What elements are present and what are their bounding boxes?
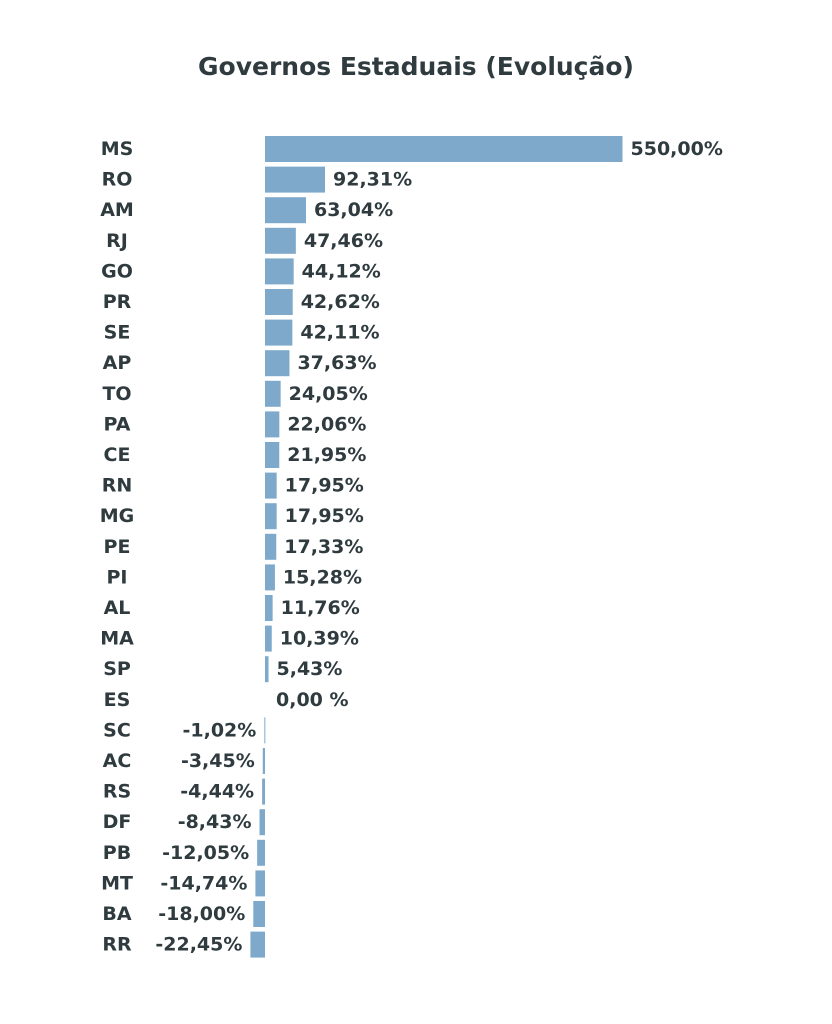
- bar-sp: [265, 656, 269, 682]
- category-label-rn: RN: [101, 474, 133, 497]
- category-label-rs: RS: [102, 780, 132, 803]
- bar-ac: [263, 748, 265, 774]
- value-label-go: 44,12%: [301, 260, 381, 283]
- category-label-mt: MT: [101, 872, 133, 895]
- bar-mg: [265, 503, 277, 529]
- value-label-ro: 92,31%: [333, 168, 413, 191]
- value-label-ms: 550,00%: [630, 138, 723, 160]
- bar-pr: [265, 289, 293, 315]
- category-label-ro: RO: [101, 168, 133, 191]
- category-label-se: SE: [103, 321, 131, 344]
- value-label-ac: -3,45%: [180, 750, 255, 772]
- bar-ma: [265, 626, 272, 652]
- bar-rj: [265, 228, 296, 254]
- category-label-pe: PE: [103, 535, 131, 558]
- bar-ap: [265, 350, 289, 376]
- value-label-ap: 37,63%: [297, 352, 377, 375]
- value-label-sc: -1,02%: [182, 719, 257, 742]
- category-label-ce: CE: [103, 444, 131, 466]
- value-label-am: 63,04%: [313, 199, 394, 222]
- value-label-ma: 10,39%: [279, 627, 359, 650]
- category-label-rj: RJ: [106, 229, 128, 252]
- bar-ce: [265, 442, 279, 468]
- category-label-pb: PB: [102, 841, 132, 864]
- category-label-sp: SP: [103, 658, 131, 681]
- value-label-ba: -18,00%: [158, 903, 246, 925]
- category-label-am: AM: [100, 199, 134, 222]
- value-label-rn: 17,95%: [284, 474, 364, 497]
- bar-mt: [255, 870, 265, 896]
- bar-am: [265, 197, 306, 223]
- value-label-mg: 17,95%: [284, 505, 364, 528]
- category-label-to: TO: [102, 382, 132, 405]
- value-label-al: 11,76%: [280, 597, 360, 619]
- value-label-pr: 42,62%: [300, 291, 380, 313]
- value-label-mt: -14,74%: [160, 872, 248, 895]
- bar-sc: [264, 717, 265, 743]
- value-label-pa: 22,06%: [287, 413, 367, 436]
- value-label-pb: -12,05%: [162, 841, 250, 864]
- category-label-al: AL: [103, 597, 131, 619]
- bar-pa: [265, 411, 279, 437]
- bar-df: [260, 809, 265, 835]
- bar-ms: [265, 136, 623, 162]
- category-label-df: DF: [102, 811, 132, 834]
- bar-rn: [265, 473, 277, 499]
- category-label-ap: AP: [102, 352, 132, 375]
- value-label-pi: 15,28%: [282, 566, 363, 589]
- value-label-ce: 21,95%: [287, 444, 367, 466]
- bar-ro: [265, 167, 325, 193]
- value-label-to: 24,05%: [288, 382, 368, 405]
- value-label-rs: -4,44%: [180, 780, 255, 803]
- category-label-pa: PA: [103, 413, 131, 436]
- value-label-es: 0,00 %: [276, 688, 349, 711]
- value-label-rr: -22,45%: [155, 933, 243, 956]
- bar-go: [265, 258, 294, 284]
- bar-to: [265, 381, 281, 407]
- value-label-pe: 17,33%: [284, 535, 364, 558]
- category-label-pr: PR: [102, 291, 132, 313]
- value-label-rj: 47,46%: [303, 229, 383, 252]
- category-label-sc: SC: [103, 719, 131, 742]
- value-label-df: -8,43%: [177, 811, 252, 834]
- category-label-ba: BA: [102, 903, 132, 925]
- value-label-se: 42,11%: [300, 321, 380, 344]
- value-label-sp: 5,43%: [276, 658, 343, 681]
- category-label-ac: AC: [102, 750, 132, 772]
- bar-pi: [265, 564, 275, 590]
- bar-pb: [257, 840, 265, 866]
- bar-al: [265, 595, 273, 621]
- bar-rs: [262, 779, 265, 805]
- category-label-es: ES: [103, 688, 131, 711]
- category-label-pi: PI: [106, 566, 128, 589]
- category-label-rr: RR: [102, 933, 132, 956]
- chart-title: Governos Estaduais (Evolução): [198, 52, 634, 81]
- category-label-ms: MS: [100, 138, 134, 160]
- bar-ba: [253, 901, 265, 927]
- category-label-go: GO: [101, 260, 133, 283]
- category-label-mg: MG: [99, 505, 135, 528]
- bar-se: [265, 320, 292, 346]
- bar-pe: [265, 534, 276, 560]
- bar-rr: [250, 932, 265, 958]
- category-label-ma: MA: [100, 627, 134, 650]
